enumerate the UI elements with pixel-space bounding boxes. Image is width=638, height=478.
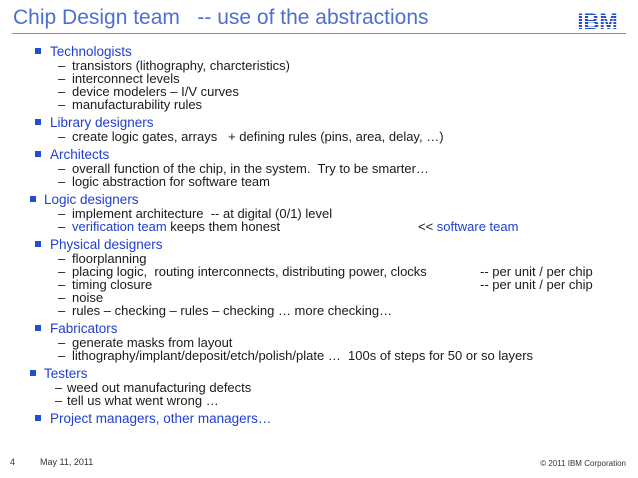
verification-team-text: verification team — [72, 219, 167, 234]
section-architects — [0, 147, 638, 188]
list-item: – rules – checking – rules – checking … more checking… — [58, 303, 393, 318]
list-item: – interconnect levels — [58, 71, 180, 86]
section-heading: Fabricators — [50, 321, 118, 336]
page-number: 4 — [10, 457, 16, 467]
per-unit-note: -- per unit / per chip — [480, 264, 593, 279]
list-item: – tell us what went wrong … — [55, 393, 219, 408]
list-item: – implement architecture -- at digital (0/1) level — [58, 206, 333, 221]
list-item: – lithography/implant/deposit/etch/polish/plate … 100s of steps for 50 or so layers — [58, 348, 534, 363]
list-item: – device modelers – I/V curves — [58, 84, 239, 99]
list-item: – generate masks from layout — [58, 335, 233, 350]
section-heading: Technologists — [50, 44, 132, 59]
section-heading: Project managers, other managers… — [50, 411, 272, 426]
list-item: – manufacturability rules — [58, 97, 203, 112]
bullet-square-icon — [35, 151, 41, 157]
section-testers — [0, 366, 638, 407]
list-item: – weed out manufacturing defects — [55, 380, 252, 395]
slide-title: Chip Design team -- use of the abstractions — [13, 6, 429, 29]
section-library-designers — [0, 115, 638, 143]
bullet-square-icon — [35, 241, 41, 247]
software-team-note: << software team — [418, 219, 519, 234]
bullet-square-icon — [35, 415, 41, 421]
section-heading: Testers — [44, 366, 88, 381]
ibm-logo — [570, 10, 625, 32]
list-item: – overall function of the chip, in the system. Try to be smarter… — [58, 161, 429, 176]
section-heading: Physical designers — [50, 237, 163, 252]
title-divider — [12, 33, 626, 34]
footer-copyright: © 2011 IBM Corporation — [540, 459, 626, 468]
ibm-logo-text: IBM — [577, 10, 618, 32]
section-heading: Architects — [50, 147, 110, 162]
list-item: – create logic gates, arrays + defining rules (pins, area, delay, …) — [58, 129, 444, 144]
footer-date: May 11, 2011 — [40, 457, 94, 467]
bullet-square-icon — [30, 370, 36, 376]
bullet-square-icon — [35, 119, 41, 125]
section-logic-designers — [0, 192, 638, 233]
section-heading: Logic designers — [44, 192, 139, 207]
list-item: – logic abstraction for software team — [58, 174, 270, 189]
list-item: – verification team keeps them honest << software team — [58, 219, 519, 234]
list-item: – noise — [58, 290, 104, 305]
per-unit-note: -- per unit / per chip — [480, 277, 593, 292]
section-fabricators — [0, 321, 638, 362]
section-managers — [0, 411, 638, 426]
section-physical-designers — [0, 237, 638, 317]
bullet-square-icon — [35, 325, 41, 331]
list-item: – floorplanning — [58, 251, 147, 266]
section-technologists — [0, 44, 638, 111]
bullet-square-icon — [35, 48, 41, 54]
section-heading: Library designers — [50, 115, 154, 130]
list-item: – transistors (lithography, charcteristics) — [58, 58, 290, 73]
slide-body — [0, 44, 638, 426]
bullet-square-icon — [30, 196, 36, 202]
list-item: – placing logic, routing interconnects, distributing power, clocks -- per unit / per chip — [58, 264, 593, 279]
list-item: – timing closure -- per unit / per chip — [58, 277, 593, 292]
